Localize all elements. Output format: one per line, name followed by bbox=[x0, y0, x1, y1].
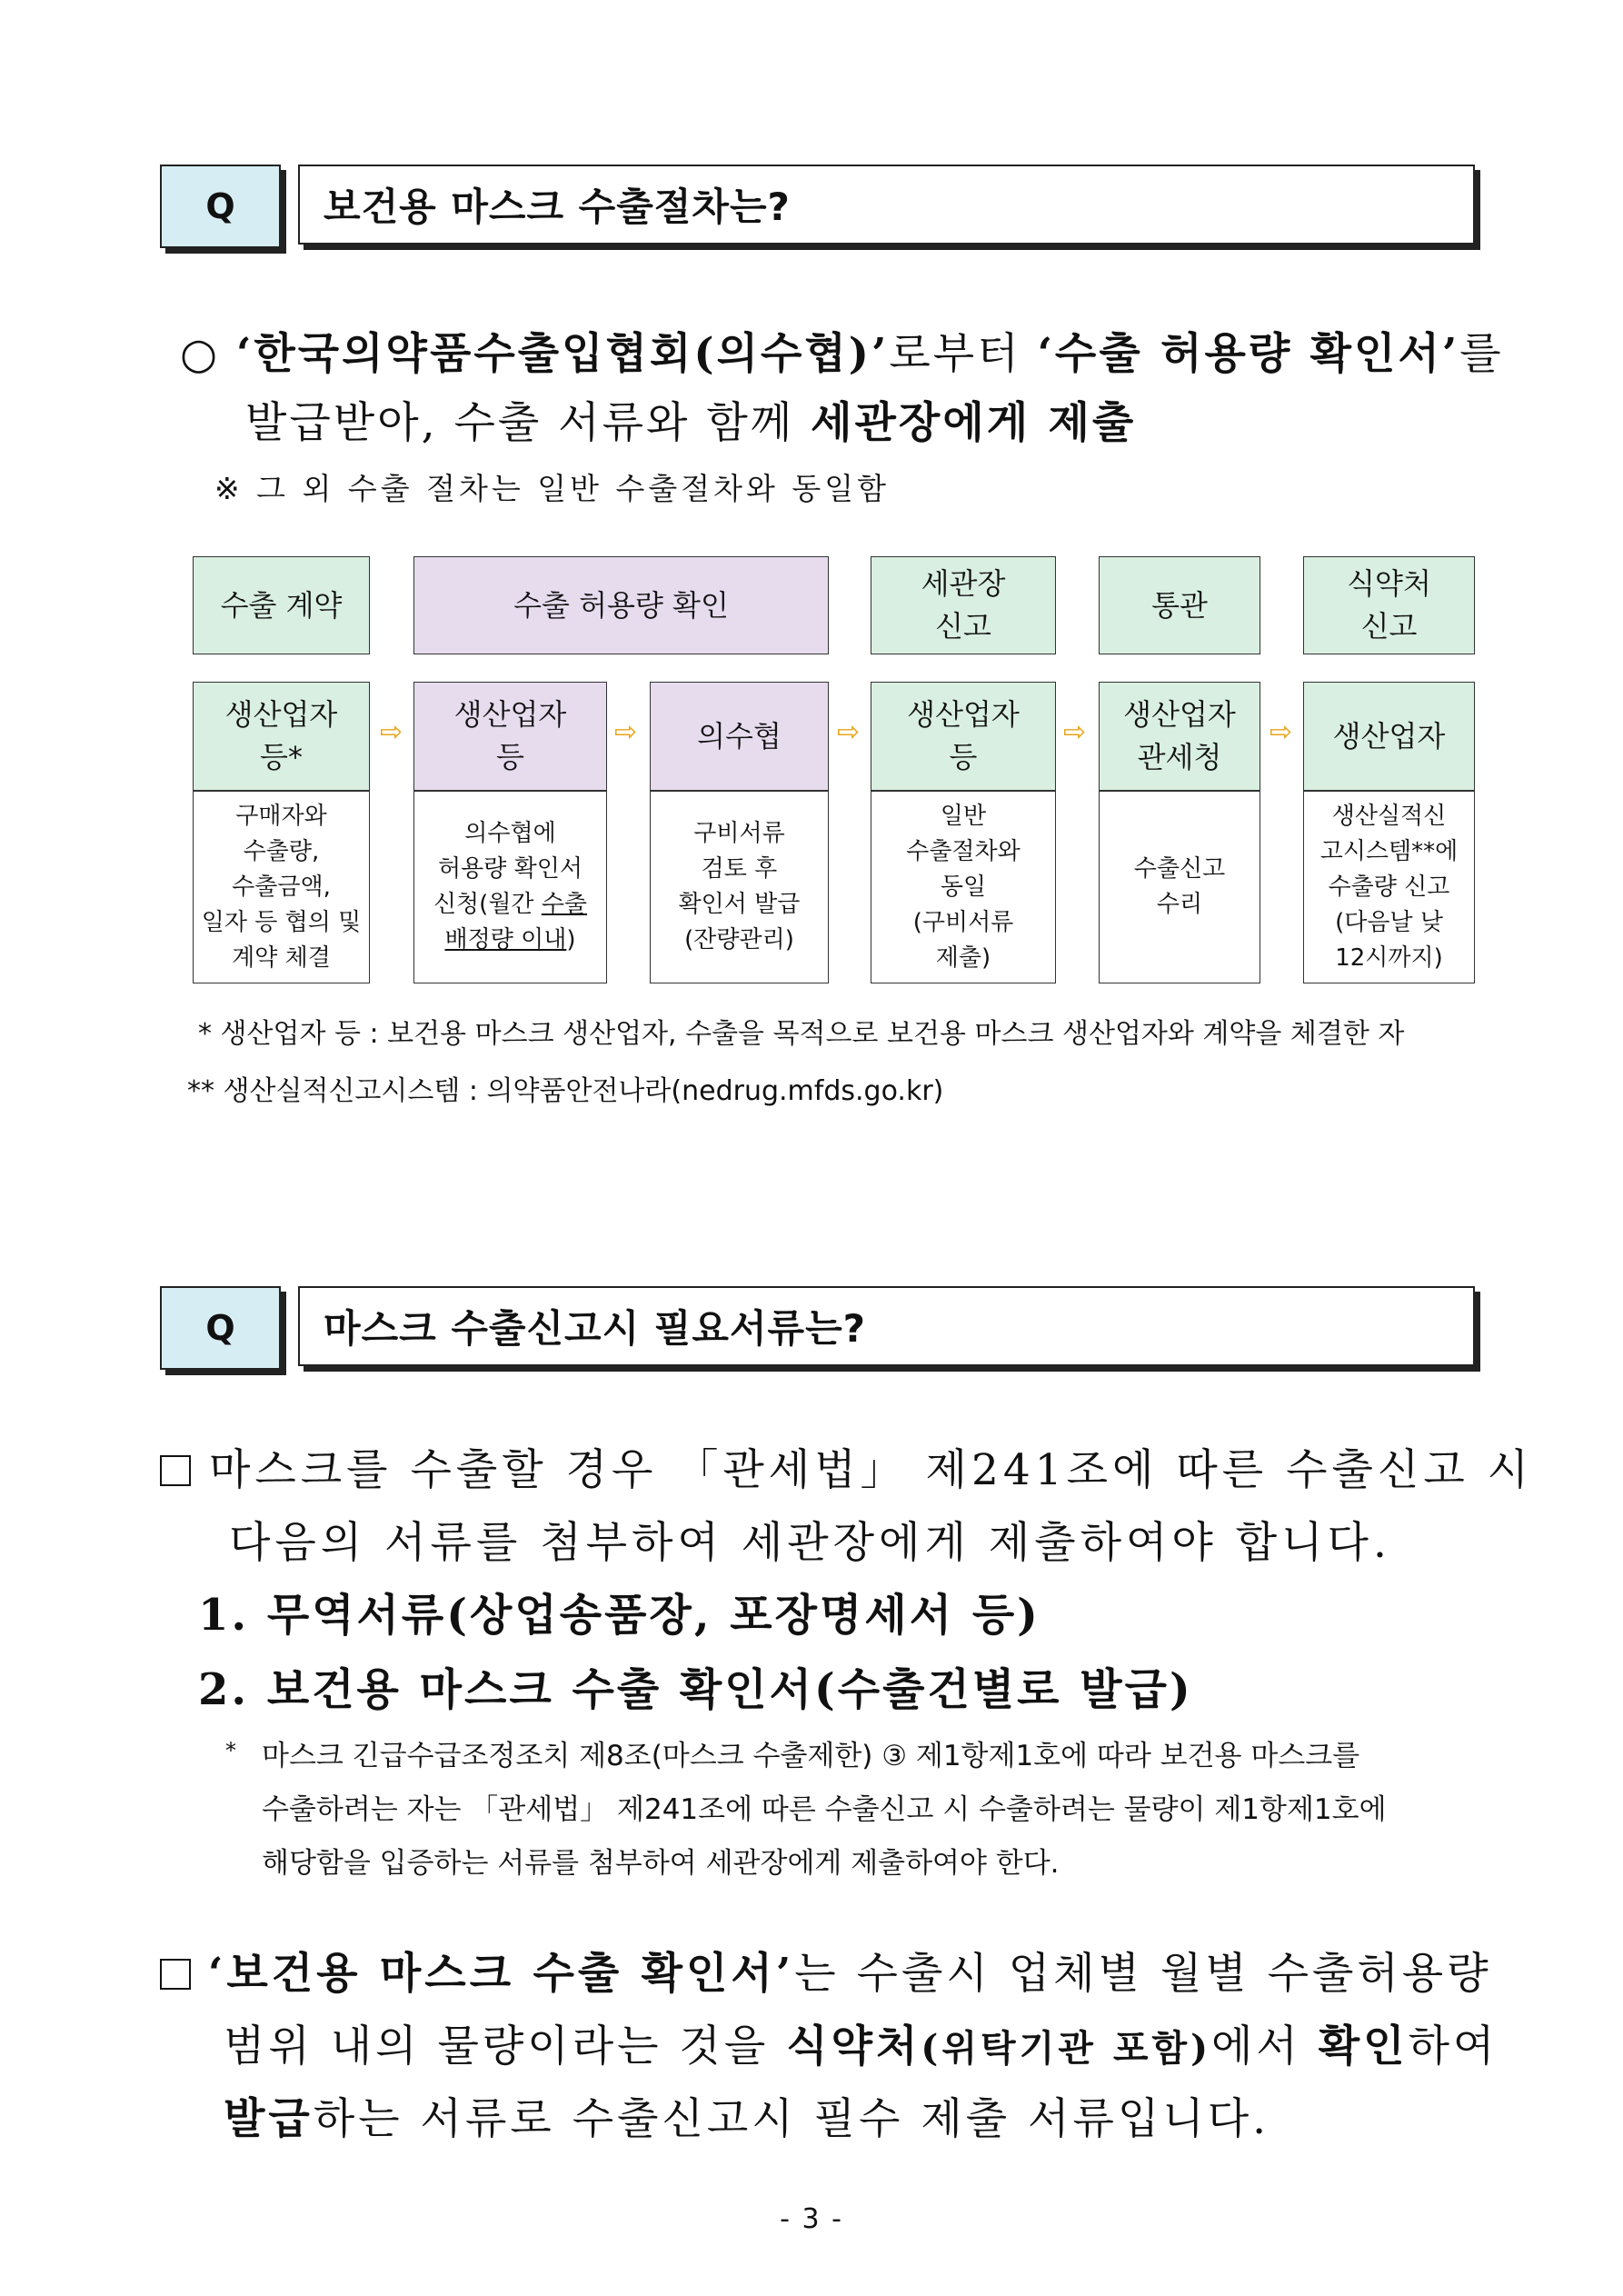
flow-actor-3: 의수협 bbox=[650, 682, 829, 791]
arrow-right-icon: ⇨ bbox=[380, 716, 403, 748]
flow-detail-5: 수출신고 수리 bbox=[1099, 791, 1260, 983]
note-star: * bbox=[225, 1738, 238, 1763]
text-segment: 로부터 bbox=[889, 329, 1038, 379]
arrow-right-icon: ⇨ bbox=[1063, 716, 1087, 748]
text-segment: 를 bbox=[1459, 329, 1504, 379]
square-bullet-icon bbox=[160, 1959, 191, 1990]
certificate-name: ‘수출 허용량 확인서’ bbox=[1037, 329, 1460, 379]
text-segment: 하여 bbox=[1408, 2021, 1499, 2071]
certificate-name: ‘보건용 마스크 수출 확인서’ bbox=[207, 1949, 795, 1999]
intro-line-1 bbox=[180, 320, 1504, 381]
flow-actor-1: 생산업자 등* bbox=[193, 682, 370, 791]
note-line-2: 수출하려는 자는 「관세법」 제241조에 따른 수출신고 시 수출하려는 물량이 제1항제1호에 bbox=[262, 1793, 1387, 1826]
square-bullet-icon bbox=[160, 1455, 191, 1486]
para2-line-3 bbox=[224, 2085, 1270, 2146]
arrow-right-icon: ⇨ bbox=[614, 716, 638, 748]
para2-line-2 bbox=[224, 2012, 1498, 2073]
text-segment: 는 수출시 업체별 월별 수출허용량 bbox=[794, 1949, 1492, 1999]
q-label-2: Q bbox=[160, 1286, 281, 1370]
flow-header-quota: 수출 허용량 확인 bbox=[413, 556, 829, 654]
flow-detail-1: 구매자와 수출량, 수출금액, 일자 등 협의 및 계약 체결 bbox=[193, 791, 370, 983]
flow-actor-4: 생산업자 등 bbox=[871, 682, 1056, 791]
text-segment: 발급받아, 수출 서류와 함께 bbox=[245, 398, 812, 448]
flow-actor-6: 생산업자 bbox=[1303, 682, 1475, 791]
para2-line-1 bbox=[160, 1940, 1492, 2001]
page-number: - 3 - bbox=[780, 2203, 843, 2235]
intro-line-2 bbox=[245, 389, 1136, 450]
flow-actor-2: 생산업자 등 bbox=[413, 682, 607, 791]
bullet: ○ bbox=[180, 329, 221, 379]
association-name: ‘한국의약품수출입협회(의수협)’ bbox=[235, 329, 890, 379]
section-title-2: 마스크 수출신고시 필요서류는? bbox=[298, 1286, 1475, 1366]
flow-actor-5: 생산업자 관세청 bbox=[1099, 682, 1260, 791]
arrow-right-icon: ⇨ bbox=[837, 716, 861, 748]
flow-header-contract: 수출 계약 bbox=[193, 556, 370, 654]
text-segment: 범위 내의 물량이라는 것을 bbox=[224, 2021, 787, 2071]
para1-line-2: 다음의 서류를 첨부하여 세관장에게 제출하여야 합니다. bbox=[229, 1518, 1391, 1568]
para1-line-1 bbox=[160, 1436, 1533, 1497]
flow-header-customs: 세관장 신고 bbox=[871, 556, 1056, 654]
flow-header-mfds: 식약처 신고 bbox=[1303, 556, 1475, 654]
issue: 발급 bbox=[224, 2094, 314, 2144]
flow-detail-3: 구비서류 검토 후 확인서 발급 (잔량관리) bbox=[650, 791, 829, 983]
section-title-1: 보건용 마스크 수출절차는? bbox=[298, 165, 1475, 245]
required-doc-1: 1. 무역서류(상업송품장, 포장명세서 등) bbox=[198, 1590, 1041, 1641]
note-line-1: 마스크 긴급수급조정조치 제8조(마스크 수출제한) ③ 제1항제1호에 따라 보건용 마스크를 bbox=[262, 1740, 1360, 1772]
flow-detail-6: 생산실적신 고시스템**에 수출량 신고 (다음날 낮 12시까지) bbox=[1303, 791, 1475, 983]
flow-detail-4: 일반 수출절차와 동일 (구비서류 제출) bbox=[871, 791, 1056, 983]
footnote-system: ** 생산실적신고시스템 : 의약품안전나라(nedrug.mfds.go.kr) bbox=[187, 1075, 944, 1107]
arrow-right-icon: ⇨ bbox=[1270, 716, 1293, 748]
submit-to-customs: 세관장에게 제출 bbox=[811, 398, 1137, 448]
text-segment: 에서 bbox=[1211, 2021, 1319, 2071]
flow-header-clearance: 통관 bbox=[1099, 556, 1260, 654]
confirm: 확인 bbox=[1318, 2021, 1409, 2071]
required-doc-2: 2. 보건용 마스크 수출 확인서(수출건별로 발급) bbox=[198, 1664, 1193, 1715]
note-general-procedure: ※ 그 외 수출 절차는 일반 수출절차와 동일함 bbox=[214, 471, 891, 506]
flow-detail-2 bbox=[413, 791, 607, 983]
mfds: 식약처 bbox=[786, 2021, 921, 2071]
flow-detail-2-text: 의수협에 허용량 확인서 신청(월간 수출 배정량 이내) bbox=[433, 820, 588, 953]
q-label-1: Q bbox=[160, 165, 281, 248]
text-segment: 마스크를 수출할 경우 「관세법」 제241조에 따른 수출신고 시 bbox=[208, 1445, 1534, 1495]
text-segment: 하는 서류로 수출신고시 필수 제출 서류입니다. bbox=[313, 2094, 1270, 2144]
footnote-producer: * 생산업자 등 : 보건용 마스크 생산업자, 수출을 목적으로 보건용 마스크 생산업자와 계약을 체결한 자 bbox=[198, 1018, 1405, 1050]
including-agencies: (위탁기관 포함) bbox=[921, 2027, 1212, 2070]
note-line-3: 해당함을 입증하는 서류를 첨부하여 세관장에게 제출하여야 한다. bbox=[262, 1847, 1060, 1880]
